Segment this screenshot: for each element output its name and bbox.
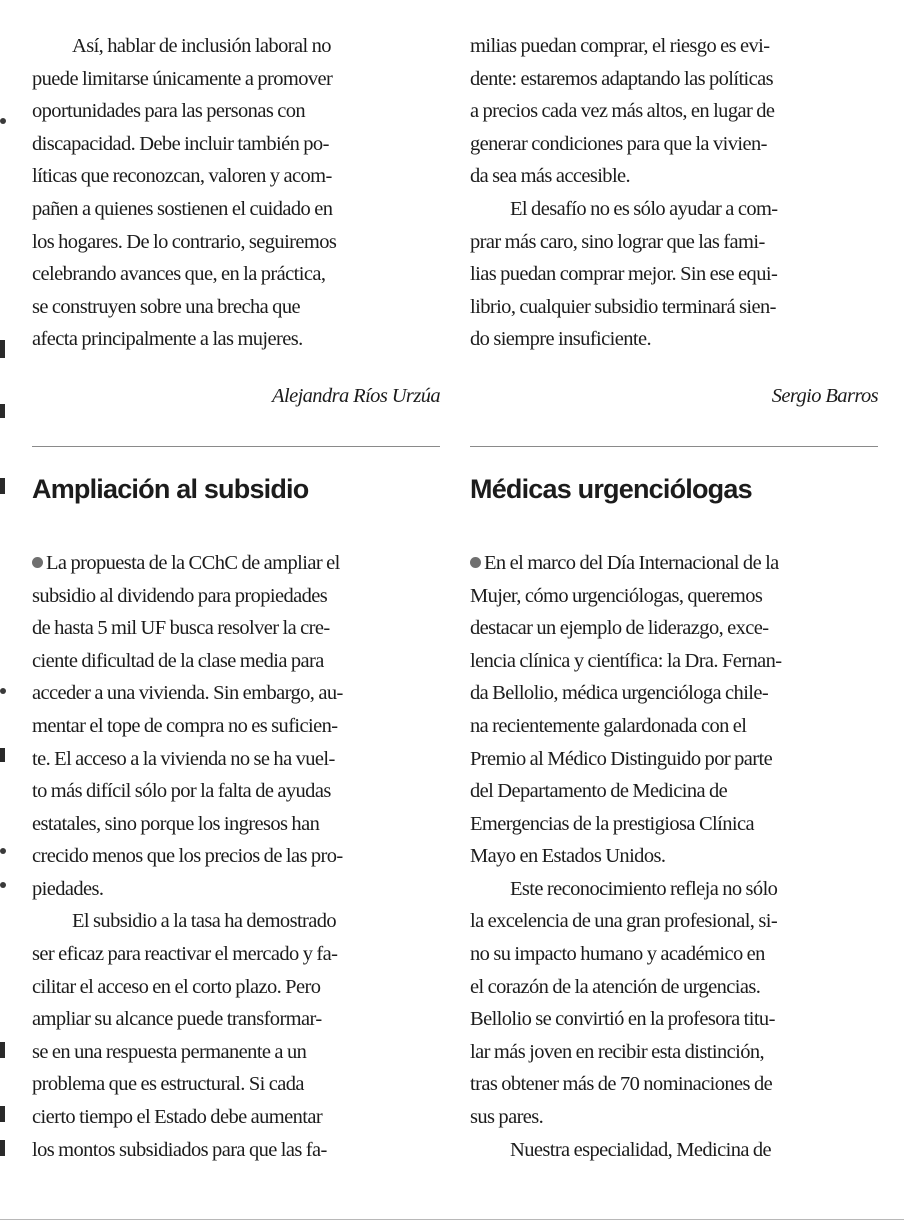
text-line: generar condiciones para que la vivien-: [470, 132, 767, 155]
text-line: Emergencias de la prestigiosa Clínica: [470, 812, 754, 835]
letter-inclusion-continuation: [32, 30, 440, 356]
text-line: to más difícil sólo por la falta de ayudas: [32, 780, 331, 803]
text-line: cierto tiempo el Estado debe aumentar: [32, 1106, 323, 1129]
text-line: se construyen sobre una brecha que: [32, 295, 300, 318]
cropped-text-fragment: [0, 1106, 5, 1122]
text-line: ampliar su alcance puede transformar-: [32, 1008, 322, 1031]
cropped-text-fragment: [0, 478, 5, 494]
cropped-text-fragment: [0, 1042, 5, 1058]
text-line: sus pares.: [470, 1106, 544, 1129]
text-line: discapacidad. Debe incluir también po-: [32, 132, 329, 155]
letter-title: Ampliación al subsidio: [32, 473, 309, 504]
text-line: cilitar el acceso en el corto plazo. Pero: [32, 975, 321, 998]
text-line: El desafío no es sólo ayudar a com-: [510, 197, 778, 220]
text-line: problema que es estructural. Si cada: [32, 1073, 304, 1096]
text-line: [32, 547, 440, 580]
text-line: librio, cualquier subsidio terminará sien-: [470, 295, 776, 318]
text-line: puede limitarse únicamente a promover: [32, 67, 333, 90]
text-line: Nuestra especialidad, Medicina de: [510, 1138, 772, 1161]
left-column: [32, 30, 440, 1166]
text-line: estatales, sino porque los ingresos han: [32, 812, 320, 835]
cropped-text-fragment: [0, 118, 6, 124]
text-line: mentar el tope de compra no es suficien-: [32, 714, 338, 737]
text-line: destacar un ejemplo de liderazgo, exce-: [470, 617, 769, 640]
letter-signature: Alejandra Ríos Urzúa: [272, 384, 440, 407]
text-line: el corazón de la atención de urgencias.: [470, 975, 761, 998]
text-line: Así, hablar de inclusión laboral no: [72, 35, 331, 57]
letter-vivienda-continuation: [470, 30, 878, 356]
bullet-icon: [470, 557, 481, 568]
text-line: los montos subsidiados para que las fa-: [32, 1138, 327, 1161]
text-line: lias puedan comprar mejor. Sin ese equi-: [470, 263, 778, 286]
bullet-icon: [32, 557, 43, 568]
cropped-text-fragment: [0, 748, 5, 762]
text-line: El subsidio a la tasa ha demostrado: [72, 910, 337, 933]
text-line: lar más joven en recibir esta distinción,: [470, 1040, 765, 1063]
text-line: del Departamento de Medicina de: [470, 780, 728, 803]
text-line: dente: estaremos adaptando las políticas: [470, 67, 774, 90]
text-line: celebrando avances que, en la práctica,: [32, 263, 326, 286]
text-line: Bellolio se convirtió en la profesora titu-: [470, 1008, 775, 1031]
text-line-content: En el marco del Día Internacional de la: [484, 551, 779, 574]
letter-urgenciologas-body: [470, 547, 878, 1166]
text-line: [470, 547, 878, 580]
text-line: pañen a quienes sostienen el cuidado en: [32, 197, 333, 220]
text-line: a precios cada vez más altos, en lugar de: [470, 100, 775, 123]
section-divider: [470, 446, 878, 447]
letter-signature: Sergio Barros: [771, 384, 878, 407]
text-line: líticas que reconozcan, valoren y acom-: [32, 165, 332, 188]
text-line: da sea más accesible.: [470, 165, 631, 188]
text-line: da Bellolio, médica urgencióloga chile-: [470, 682, 769, 705]
text-line: piedades.: [32, 877, 104, 900]
text-line: Mujer, cómo urgenciólogas, queremos: [470, 584, 763, 607]
cropped-text-fragment: [0, 688, 6, 694]
text-line: Premio al Médico Distinguido por parte: [470, 747, 773, 770]
text-line: te. El acceso a la vivienda no se ha vuel-: [32, 747, 335, 770]
text-line: afecta principalmente a las mujeres.: [32, 328, 303, 351]
text-line: tras obtener más de 70 nominaciones de: [470, 1073, 773, 1096]
text-line: lencia clínica y científica: la Dra. Fernan-: [470, 649, 782, 672]
text-line: prar más caro, sino lograr que las fami-: [470, 230, 765, 253]
cropped-text-fragment: [0, 404, 5, 418]
text-line: se en una respuesta permanente a un: [32, 1040, 307, 1063]
text-line: ser eficaz para reactivar el mercado y fa-: [32, 943, 338, 966]
text-line: oportunidades para las personas con: [32, 100, 306, 123]
cropped-text-fragment: [0, 340, 5, 358]
text-line: la excelencia de una gran profesional, si-: [470, 910, 778, 933]
text-line: milias puedan comprar, el riesgo es evi-: [470, 35, 770, 57]
text-line: crecido menos que los precios de las pro-: [32, 845, 343, 868]
cropped-text-fragment: [0, 1140, 5, 1156]
text-line-content: La propuesta de la CChC de ampliar el: [46, 551, 340, 574]
page-bottom-edge: [0, 1219, 904, 1220]
text-line: na recientemente galardonada con el: [470, 714, 747, 737]
text-line: Mayo en Estados Unidos.: [470, 845, 666, 868]
text-line: subsidio al dividendo para propiedades: [32, 584, 328, 607]
cropped-text-fragment: [0, 848, 6, 854]
text-line: ciente dificultad de la clase media para: [32, 649, 324, 672]
right-column: [470, 30, 878, 1166]
text-line: do siempre insuficiente.: [470, 328, 652, 351]
letter-title: Médicas urgenciólogas: [470, 473, 752, 504]
letter-subsidio-body: [32, 547, 440, 1166]
text-line: de hasta 5 mil UF busca resolver la cre-: [32, 617, 330, 640]
section-divider: [32, 446, 440, 447]
text-line: Este reconocimiento refleja no sólo: [510, 877, 778, 900]
text-line: acceder a una vivienda. Sin embargo, au-: [32, 682, 343, 705]
cropped-text-fragment: [0, 882, 6, 888]
text-line: los hogares. De lo contrario, seguiremos: [32, 230, 337, 253]
text-line: no su impacto humano y académico en: [470, 943, 765, 966]
